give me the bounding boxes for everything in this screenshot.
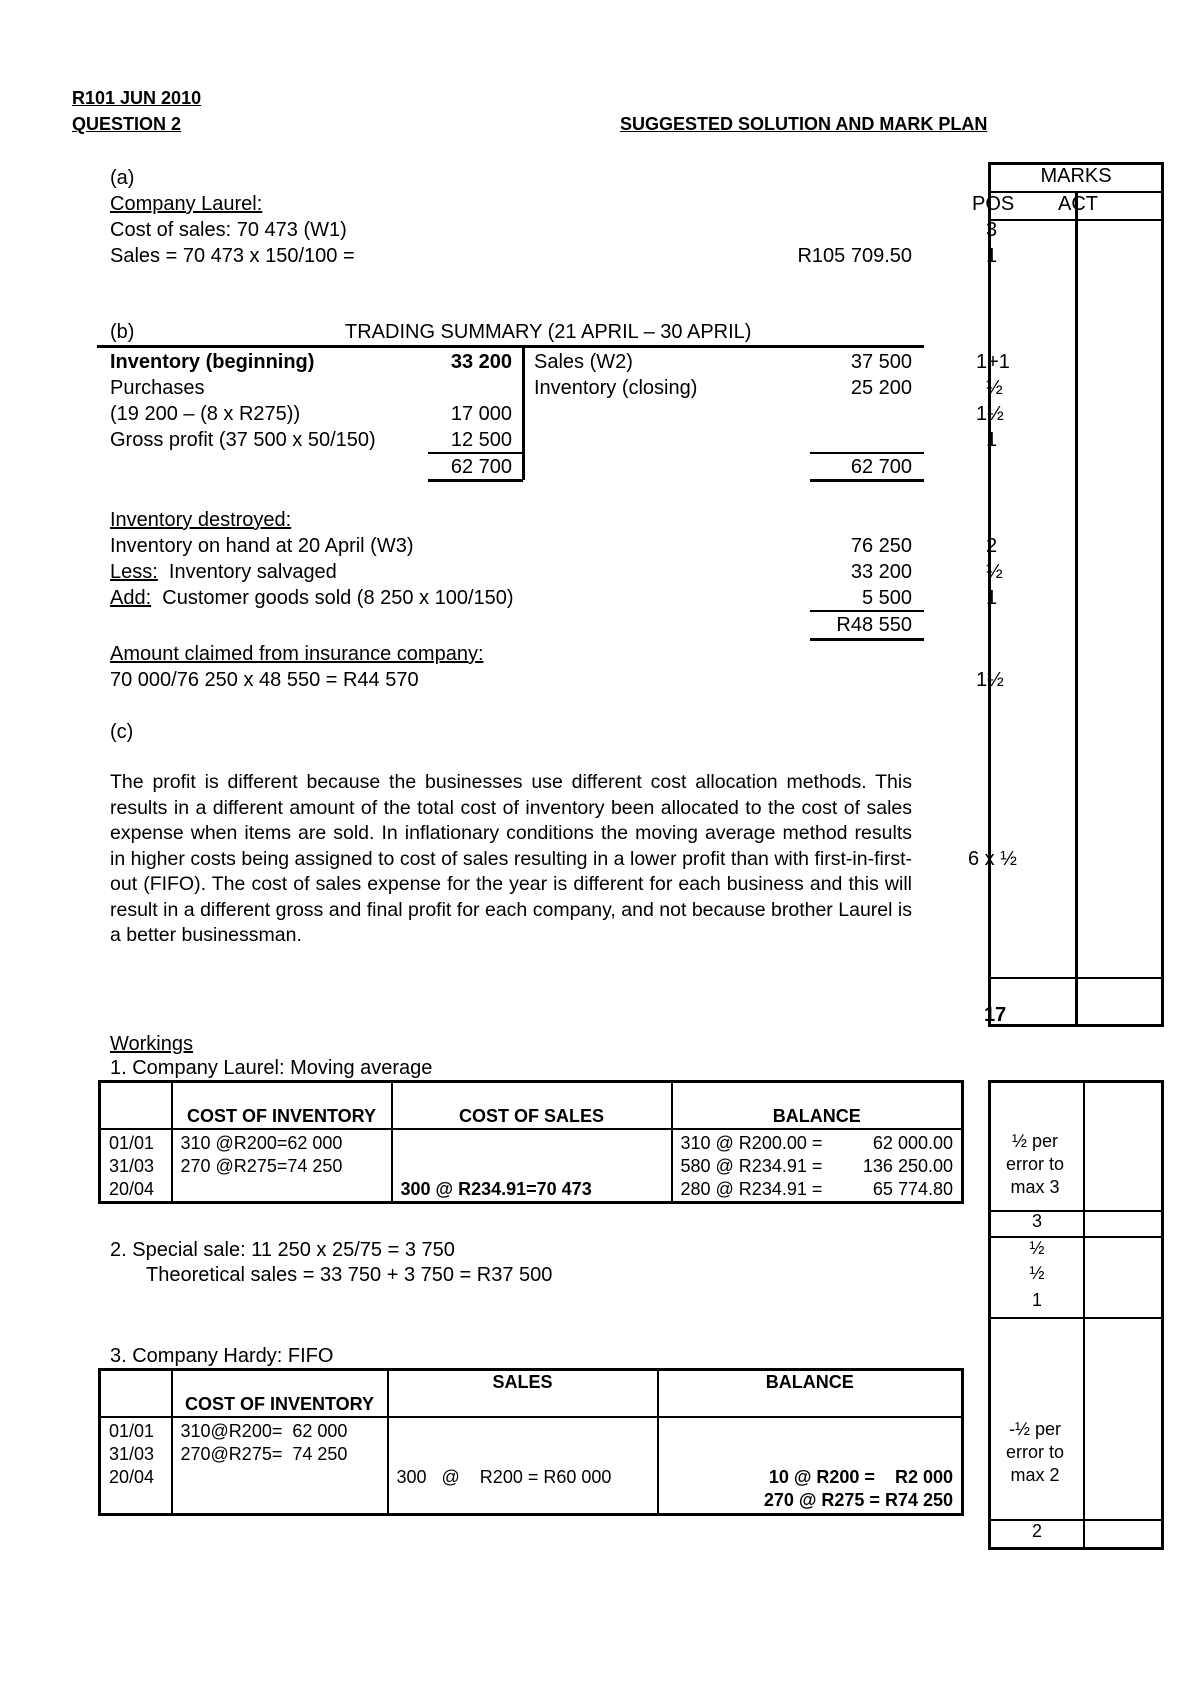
marks-act-label: ACT (1058, 193, 1098, 215)
part-c-label: (c) (110, 721, 134, 743)
w3-dates-cell (100, 1417, 172, 1515)
destroyed-row-mark: ½ (986, 561, 1003, 583)
w1-body-row (100, 1129, 963, 1203)
destroyed-row-label: Inventory salvaged (157, 561, 337, 583)
trading-left-amount: 17 000 (450, 403, 512, 425)
w3-date: 31/03 (109, 1443, 155, 1464)
destroyed-row-prefix: Add: (110, 587, 152, 609)
destroyed-row-mark: 2 (986, 535, 998, 557)
w1-title: 1. Company Laurel: Moving average (110, 1057, 433, 1079)
w3-header-date (100, 1370, 172, 1417)
w3-sales: 300 @ R200 = R60 000 (396, 1466, 612, 1487)
claim-line: 70 000/76 250 x 48 550 = R44 570 (110, 669, 419, 691)
workings-heading: Workings (110, 1033, 193, 1055)
trading-left-total: 62 700 (450, 456, 512, 478)
destroyed-row-mark: 1 (986, 587, 998, 609)
w3-date: 01/01 (109, 1420, 155, 1441)
w1-balance-row (681, 1178, 954, 1201)
w3-balance: 10 @ R200 = R2 000 (768, 1466, 953, 1487)
part-a-sales-amount: R105 709.50 (797, 245, 912, 267)
w1-date: 31/03 (109, 1155, 155, 1176)
w1-sales: 300 @ R234.91=70 473 (400, 1178, 592, 1199)
part-c-mark: 6 x ½ (968, 848, 1017, 870)
trading-right-total: 62 700 (850, 456, 912, 478)
w3-header-inventory: COST OF INVENTORY (172, 1370, 388, 1417)
w1-balance-row (681, 1132, 954, 1155)
w3-balance: 270 @ R275 = R74 250 (763, 1489, 953, 1510)
trading-left-label: (19 200 – (8 x R275)) (110, 403, 301, 425)
w1-sales-cell (392, 1129, 672, 1203)
destroyed-row-prefix: Less: (110, 561, 158, 583)
w3-date: 20/04 (109, 1466, 155, 1487)
document-code: R101 JUN 2010 (72, 88, 202, 108)
question-label: QUESTION 2 (72, 114, 182, 134)
marks-title: MARKS (1040, 165, 1112, 187)
part-b-label: (b) (110, 321, 135, 343)
part-b-mark: 1 (986, 429, 998, 451)
w1-header-date (100, 1082, 172, 1129)
trading-left-amount: 12 500 (450, 429, 512, 451)
w1-balance-calc: 580 @ R234.91 = (680, 1155, 823, 1176)
marks-pos-label: POS (972, 193, 1015, 215)
part-a-company: Company Laurel: (110, 193, 263, 215)
destroyed-row (110, 586, 514, 610)
trading-left-label: Purchases (110, 377, 205, 399)
w1-balance-amount: 65 774.80 (872, 1178, 953, 1199)
w2-mark: ½ (1029, 1238, 1045, 1258)
claim-heading: Amount claimed from insurance company: (110, 643, 484, 665)
destroyed-row-amount: 5 500 (861, 587, 912, 609)
w3-sales-cell (388, 1417, 658, 1515)
w3-header-row (100, 1370, 963, 1417)
w3-table (98, 1368, 964, 1516)
w3-mark-total: 2 (1031, 1521, 1042, 1541)
part-b-mark: ½ (986, 377, 1003, 399)
w1-table (98, 1080, 964, 1204)
w1-mark-total: 3 (1031, 1211, 1042, 1231)
trading-left-amount: 33 200 (450, 351, 512, 373)
w1-date: 20/04 (109, 1178, 155, 1199)
part-a-sales-line: Sales = 70 473 x 150/100 = (110, 245, 355, 267)
w1-balance-amount: 136 250.00 (862, 1155, 953, 1176)
w2-mark-total: 1 (1031, 1290, 1042, 1310)
claim-mark: 1½ (976, 669, 1004, 691)
w1-date: 01/01 (109, 1132, 155, 1153)
w1-inventory: 270 @R275=74 250 (180, 1155, 343, 1176)
trading-left-label: Gross profit (37 500 x 50/150) (110, 429, 376, 451)
part-a-mark: 1 (986, 245, 998, 267)
w3-header-balance: BALANCE (658, 1370, 963, 1417)
w2-line2: Theoretical sales = 33 750 + 3 750 = R37 500 (146, 1264, 553, 1286)
w3-header-sales: SALES (388, 1370, 658, 1417)
w3-title: 3. Company Hardy: FIFO (110, 1345, 334, 1367)
w3-body-row (100, 1417, 963, 1515)
trading-right-amount: 25 200 (850, 377, 912, 399)
trading-left-label: Inventory (beginning) (110, 351, 315, 373)
w1-header-sales: COST OF SALES (392, 1082, 672, 1129)
w1-inventory: 310 @R200=62 000 (180, 1132, 343, 1153)
w3-inventory-cell (172, 1417, 388, 1515)
w1-header-balance: BALANCE (672, 1082, 963, 1129)
marks-box (988, 162, 1164, 1027)
w3-inventory: 270@R275= 74 250 (180, 1443, 348, 1464)
w1-balance-calc: 280 @ R234.91 = (680, 1178, 823, 1199)
part-a-label: (a) (110, 167, 135, 189)
destroyed-row (110, 560, 337, 584)
part-b-mark: 1+1 (976, 351, 1010, 373)
inventory-destroyed-heading: Inventory destroyed: (110, 509, 292, 531)
w1-header-row (100, 1082, 963, 1129)
w2-line1: 2. Special sale: 11 250 x 25/75 = 3 750 (110, 1239, 455, 1261)
part-a-cost-of-sales: Cost of sales: 70 473 (W1) (110, 219, 347, 241)
w1-balance-amount: 62 000.00 (872, 1132, 953, 1153)
w1-header-inventory: COST OF INVENTORY (172, 1082, 392, 1129)
w1-balance-cell (672, 1129, 963, 1203)
destroyed-row-amount: 76 250 (850, 535, 912, 557)
part-a-mark: 3 (986, 219, 998, 241)
w3-balance-cell (658, 1417, 963, 1515)
w3-mark-note: -½ per error to max 2 (1005, 1419, 1065, 1485)
w1-inventory-cell (172, 1129, 392, 1203)
w1-balance-calc: 310 @ R200.00 = (680, 1132, 823, 1153)
part-b-mark: 1½ (976, 403, 1004, 425)
part-c-paragraph: The profit is different because the businesses use different cost allocation methods. This results in a different amount of the total cost of inventory been allocated to the cost of sales expense when items are sold. In inflationary conditions the moving average method results in higher costs being assigned to cost of sales resulting in a lower profit than with first-in-first-out (FIFO). The cost of sales expense for the year is different for each business and this will result in a different gross and final profit for each company, and not because brother Laurel is a better businessman. (110, 771, 912, 946)
destroyed-row-amount: 33 200 (850, 561, 912, 583)
trading-right-label: Sales (W2) (534, 351, 633, 373)
trading-right-label: Inventory (closing) (534, 377, 698, 399)
w1-mark-note: ½ per error to max 3 (1005, 1131, 1065, 1197)
trading-summary-title: TRADING SUMMARY (21 APRIL – 30 APRIL) (345, 321, 752, 343)
w1-dates-cell (100, 1129, 172, 1203)
destroyed-row-label: Customer goods sold (8 250 x 100/150) (151, 587, 514, 609)
destroyed-total: R48 550 (836, 614, 912, 636)
destroyed-row-label: Inventory on hand at 20 April (W3) (110, 535, 414, 557)
trading-right-amount: 37 500 (850, 351, 912, 373)
w2-mark: ½ (1029, 1263, 1045, 1283)
solution-title: SUGGESTED SOLUTION AND MARK PLAN (620, 114, 988, 134)
w3-inventory: 310@R200= 62 000 (180, 1420, 348, 1441)
w1-balance-row (681, 1155, 954, 1178)
marks-total: 17 (984, 1004, 1007, 1026)
